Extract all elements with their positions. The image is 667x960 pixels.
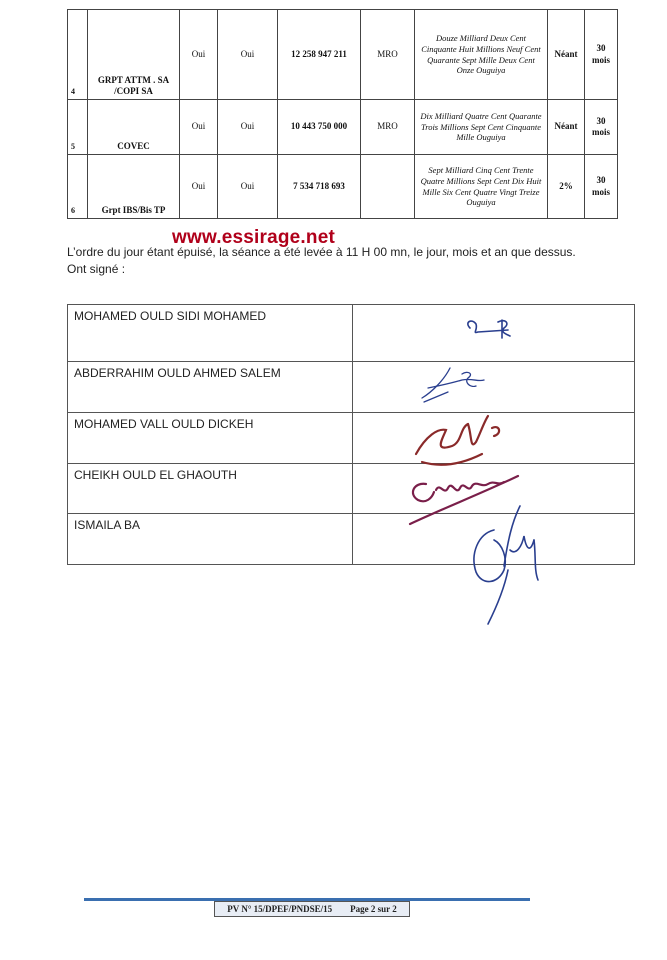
footer-reference: PV N° 15/DPEF/PNDSE/15	[227, 904, 333, 914]
signature-row	[68, 362, 635, 413]
cell-col1: Oui	[180, 155, 218, 219]
footer-page-number: Page 2 sur 2	[350, 904, 397, 914]
signatory-name: MOHAMED OULD SIDI MOHAMED	[68, 305, 353, 362]
delay-cell: 30 mois	[585, 155, 618, 219]
closing-text: L’ordre du jour étant épuisé, la séance a été levée à 11 H 00 mn, le jour, mois et an que dessus.	[67, 245, 576, 259]
currency-cell	[361, 155, 415, 219]
closing-statement	[67, 244, 627, 278]
rebate-cell: Néant	[548, 100, 585, 155]
company-name: COVEC	[88, 100, 180, 155]
company-name: GRPT ATTM . SA /COPI SA	[88, 10, 180, 100]
delay-cell: 30 mois	[585, 100, 618, 155]
amount-cell: 10 443 750 000	[278, 100, 361, 155]
rebate-cell: Néant	[548, 10, 585, 100]
signature-row	[68, 413, 635, 464]
signatory-name: CHEIKH OULD EL GHAOUTH	[68, 464, 353, 514]
watermark-url: www.essirage.net	[172, 227, 336, 248]
amount-words-cell: Dix Milliard Quatre Cent Quarante Trois Millions Sept Cent Cinquante Mille Ouguiya	[415, 100, 548, 155]
cell-col2: Oui	[218, 100, 278, 155]
currency-cell: MRO	[361, 10, 415, 100]
cell-col2: Oui	[218, 155, 278, 219]
signature-row	[68, 305, 635, 362]
bids-table	[67, 9, 618, 219]
signed-label: Ont signé :	[67, 262, 126, 276]
cell-col1: Oui	[180, 100, 218, 155]
company-name: Grpt IBS/Bis TP	[88, 155, 180, 219]
signature-1	[462, 314, 532, 349]
row-number: 5	[68, 100, 88, 155]
cell-col1: Oui	[180, 10, 218, 100]
row-number: 6	[68, 155, 88, 219]
table-row	[68, 155, 618, 219]
signatory-name: MOHAMED VALL OULD DICKEH	[68, 413, 353, 464]
signatory-name: ISMAILA BA	[68, 514, 353, 565]
signature-2	[418, 362, 498, 412]
table-row	[68, 100, 618, 155]
currency-cell: MRO	[361, 100, 415, 155]
signatory-name: ABDERRAHIM OULD AHMED SALEM	[68, 362, 353, 413]
delay-cell: 30 mois	[585, 10, 618, 100]
row-number: 4	[68, 10, 88, 100]
amount-words-cell: Douze Milliard Deux Cent Cinquante Huit Millions Neuf Cent Quarante Sept Mille Deux Cent Onze Ouguiya	[415, 10, 548, 100]
rebate-cell: 2%	[548, 155, 585, 219]
amount-cell: 7 534 718 693	[278, 155, 361, 219]
signature-5	[464, 500, 554, 635]
footer-reference-box	[214, 901, 410, 917]
table-row	[68, 10, 618, 100]
cell-col2: Oui	[218, 10, 278, 100]
amount-words-cell: Sept Milliard Cinq Cent Trente Quatre Millions Sept Cent Dix Huit Mille Six Cent Quatre Vingt Treize Ouguiya	[415, 155, 548, 219]
amount-cell: 12 258 947 211	[278, 10, 361, 100]
